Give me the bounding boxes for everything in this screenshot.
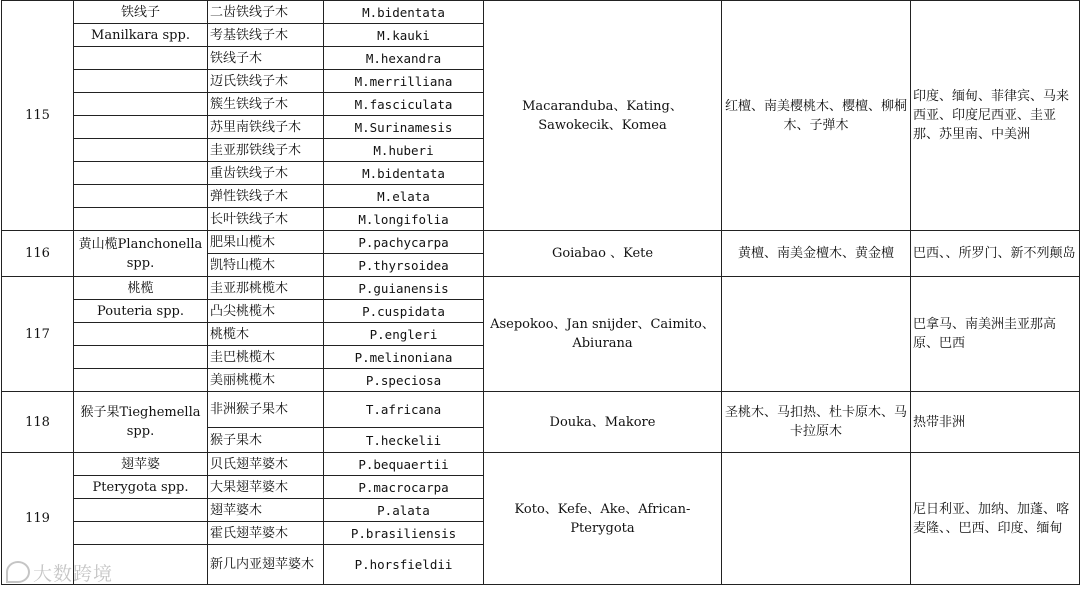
species-lat: M.Surinamesis: [324, 116, 484, 139]
origin: 印度、缅甸、菲律宾、马来西亚、印度尼西亚、圭亚那、苏里南、中美洲: [911, 1, 1080, 231]
trade-names: Koto、Kefe、Ake、African-Pterygota: [484, 453, 722, 585]
watermark-text: 大数跨境: [33, 563, 114, 585]
empty-cell: [74, 545, 208, 585]
species-cn: 翅苹婆木: [208, 499, 324, 522]
species-cn: 铁线子木: [208, 47, 324, 70]
genus-cn: 翅苹婆: [74, 453, 208, 476]
species-lat: M.bidentata: [324, 162, 484, 185]
species-cn: 圭亚那桃榄木: [208, 277, 324, 300]
origin: 巴拿马、南美洲圭亚那高原、巴西: [911, 277, 1080, 392]
species-cn: 长叶铁线子木: [208, 208, 324, 231]
origin: 尼日利亚、加纳、加蓬、喀麦隆、、巴西、印度、缅甸: [911, 453, 1080, 585]
alias-names: 黄檀、南美金檀木、黄金檀: [722, 231, 911, 277]
species-cn: 霍氏翅苹婆木: [208, 522, 324, 545]
species-cn: 弹性铁线子木: [208, 185, 324, 208]
species-cn: 重齿铁线子木: [208, 162, 324, 185]
genus-lat: Pouteria spp.: [74, 300, 208, 323]
species-cn: 美丽桃榄木: [208, 369, 324, 392]
species-cn: 二齿铁线子木: [208, 1, 324, 24]
row-number: 119: [2, 453, 74, 585]
empty-cell: [74, 70, 208, 93]
species-lat: P.speciosa: [324, 369, 484, 392]
origin: 热带非洲: [911, 392, 1080, 453]
trade-names: Douka、Makore: [484, 392, 722, 453]
origin: 巴西、、所罗门、新不列颠岛: [911, 231, 1080, 277]
species-lat: P.guianensis: [324, 277, 484, 300]
table-row: [2, 453, 1080, 476]
species-cn: 圭巴桃榄木: [208, 346, 324, 369]
species-lat: T.heckelii: [324, 428, 484, 453]
species-lat: M.hexandra: [324, 47, 484, 70]
species-cn: 贝氏翅苹婆木: [208, 453, 324, 476]
species-cn: 新几内亚翅苹婆木: [208, 545, 324, 585]
species-lat: P.engleri: [324, 323, 484, 346]
table-row: [2, 1, 1080, 24]
empty-cell: [74, 499, 208, 522]
row-number: 115: [2, 1, 74, 231]
species-lat: P.macrocarpa: [324, 476, 484, 499]
empty-cell: [74, 323, 208, 346]
genus-lat: Pterygota spp.: [74, 476, 208, 499]
species-lat: M.huberi: [324, 139, 484, 162]
species-cn: 桃榄木: [208, 323, 324, 346]
species-lat: M.bidentata: [324, 1, 484, 24]
row-number: 117: [2, 277, 74, 392]
species-cn: 大果翅苹婆木: [208, 476, 324, 499]
species-cn: 凯特山榄木: [208, 254, 324, 277]
species-cn: 非洲猴子果木: [208, 392, 324, 428]
timber-species-table: [1, 0, 1080, 585]
table-row: [2, 231, 1080, 254]
species-lat: P.horsfieldii: [324, 545, 484, 585]
genus-lat: Manilkara spp.: [74, 24, 208, 47]
species-lat: M.fasciculata: [324, 93, 484, 116]
species-lat: P.thyrsoidea: [324, 254, 484, 277]
empty-cell: [74, 116, 208, 139]
species-cn: 肥果山榄木: [208, 231, 324, 254]
species-lat: P.cuspidata: [324, 300, 484, 323]
species-lat: P.brasiliensis: [324, 522, 484, 545]
empty-cell: [74, 208, 208, 231]
species-lat: M.merrilliana: [324, 70, 484, 93]
genus-combined: 黄山榄Planchonella spp.: [74, 231, 208, 277]
trade-names: Goiabao 、Kete: [484, 231, 722, 277]
trade-names: Macaranduba、Kating、Sawokecik、Komea: [484, 1, 722, 231]
species-cn: 考基铁线子木: [208, 24, 324, 47]
species-cn: 迈氏铁线子木: [208, 70, 324, 93]
species-lat: M.longifolia: [324, 208, 484, 231]
table-row: [2, 392, 1080, 428]
genus-combined: 猴子果Tieghemella spp.: [74, 392, 208, 453]
species-cn: 猴子果木: [208, 428, 324, 453]
genus-cn: 桃榄: [74, 277, 208, 300]
genus-cn: 铁线子: [74, 1, 208, 24]
species-cn: 苏里南铁线子木: [208, 116, 324, 139]
species-lat: M.kauki: [324, 24, 484, 47]
alias-names: 圣桃木、马扣热、杜卡原木、马卡拉原木: [722, 392, 911, 453]
empty-cell: [74, 522, 208, 545]
species-lat: P.pachycarpa: [324, 231, 484, 254]
species-cn: 圭亚那铁线子木: [208, 139, 324, 162]
alias-names: [722, 277, 911, 392]
species-lat: P.bequaertii: [324, 453, 484, 476]
alias-names: 红檀、南美樱桃木、樱檀、柳桐木、子弹木: [722, 1, 911, 231]
empty-cell: [74, 93, 208, 116]
species-lat: T.africana: [324, 392, 484, 428]
species-cn: 簇生铁线子木: [208, 93, 324, 116]
alias-names: [722, 453, 911, 585]
species-cn: 凸尖桃榄木: [208, 300, 324, 323]
trade-names: Asepokoo、Jan snijder、Caimito、Abiurana: [484, 277, 722, 392]
species-lat: P.alata: [324, 499, 484, 522]
empty-cell: [74, 369, 208, 392]
species-lat: P.melinoniana: [324, 346, 484, 369]
empty-cell: [74, 346, 208, 369]
table-row: [2, 277, 1080, 300]
empty-cell: [74, 139, 208, 162]
row-number: 116: [2, 231, 74, 277]
row-number: 118: [2, 392, 74, 453]
species-lat: M.elata: [324, 185, 484, 208]
empty-cell: [74, 162, 208, 185]
empty-cell: [74, 185, 208, 208]
empty-cell: [74, 47, 208, 70]
